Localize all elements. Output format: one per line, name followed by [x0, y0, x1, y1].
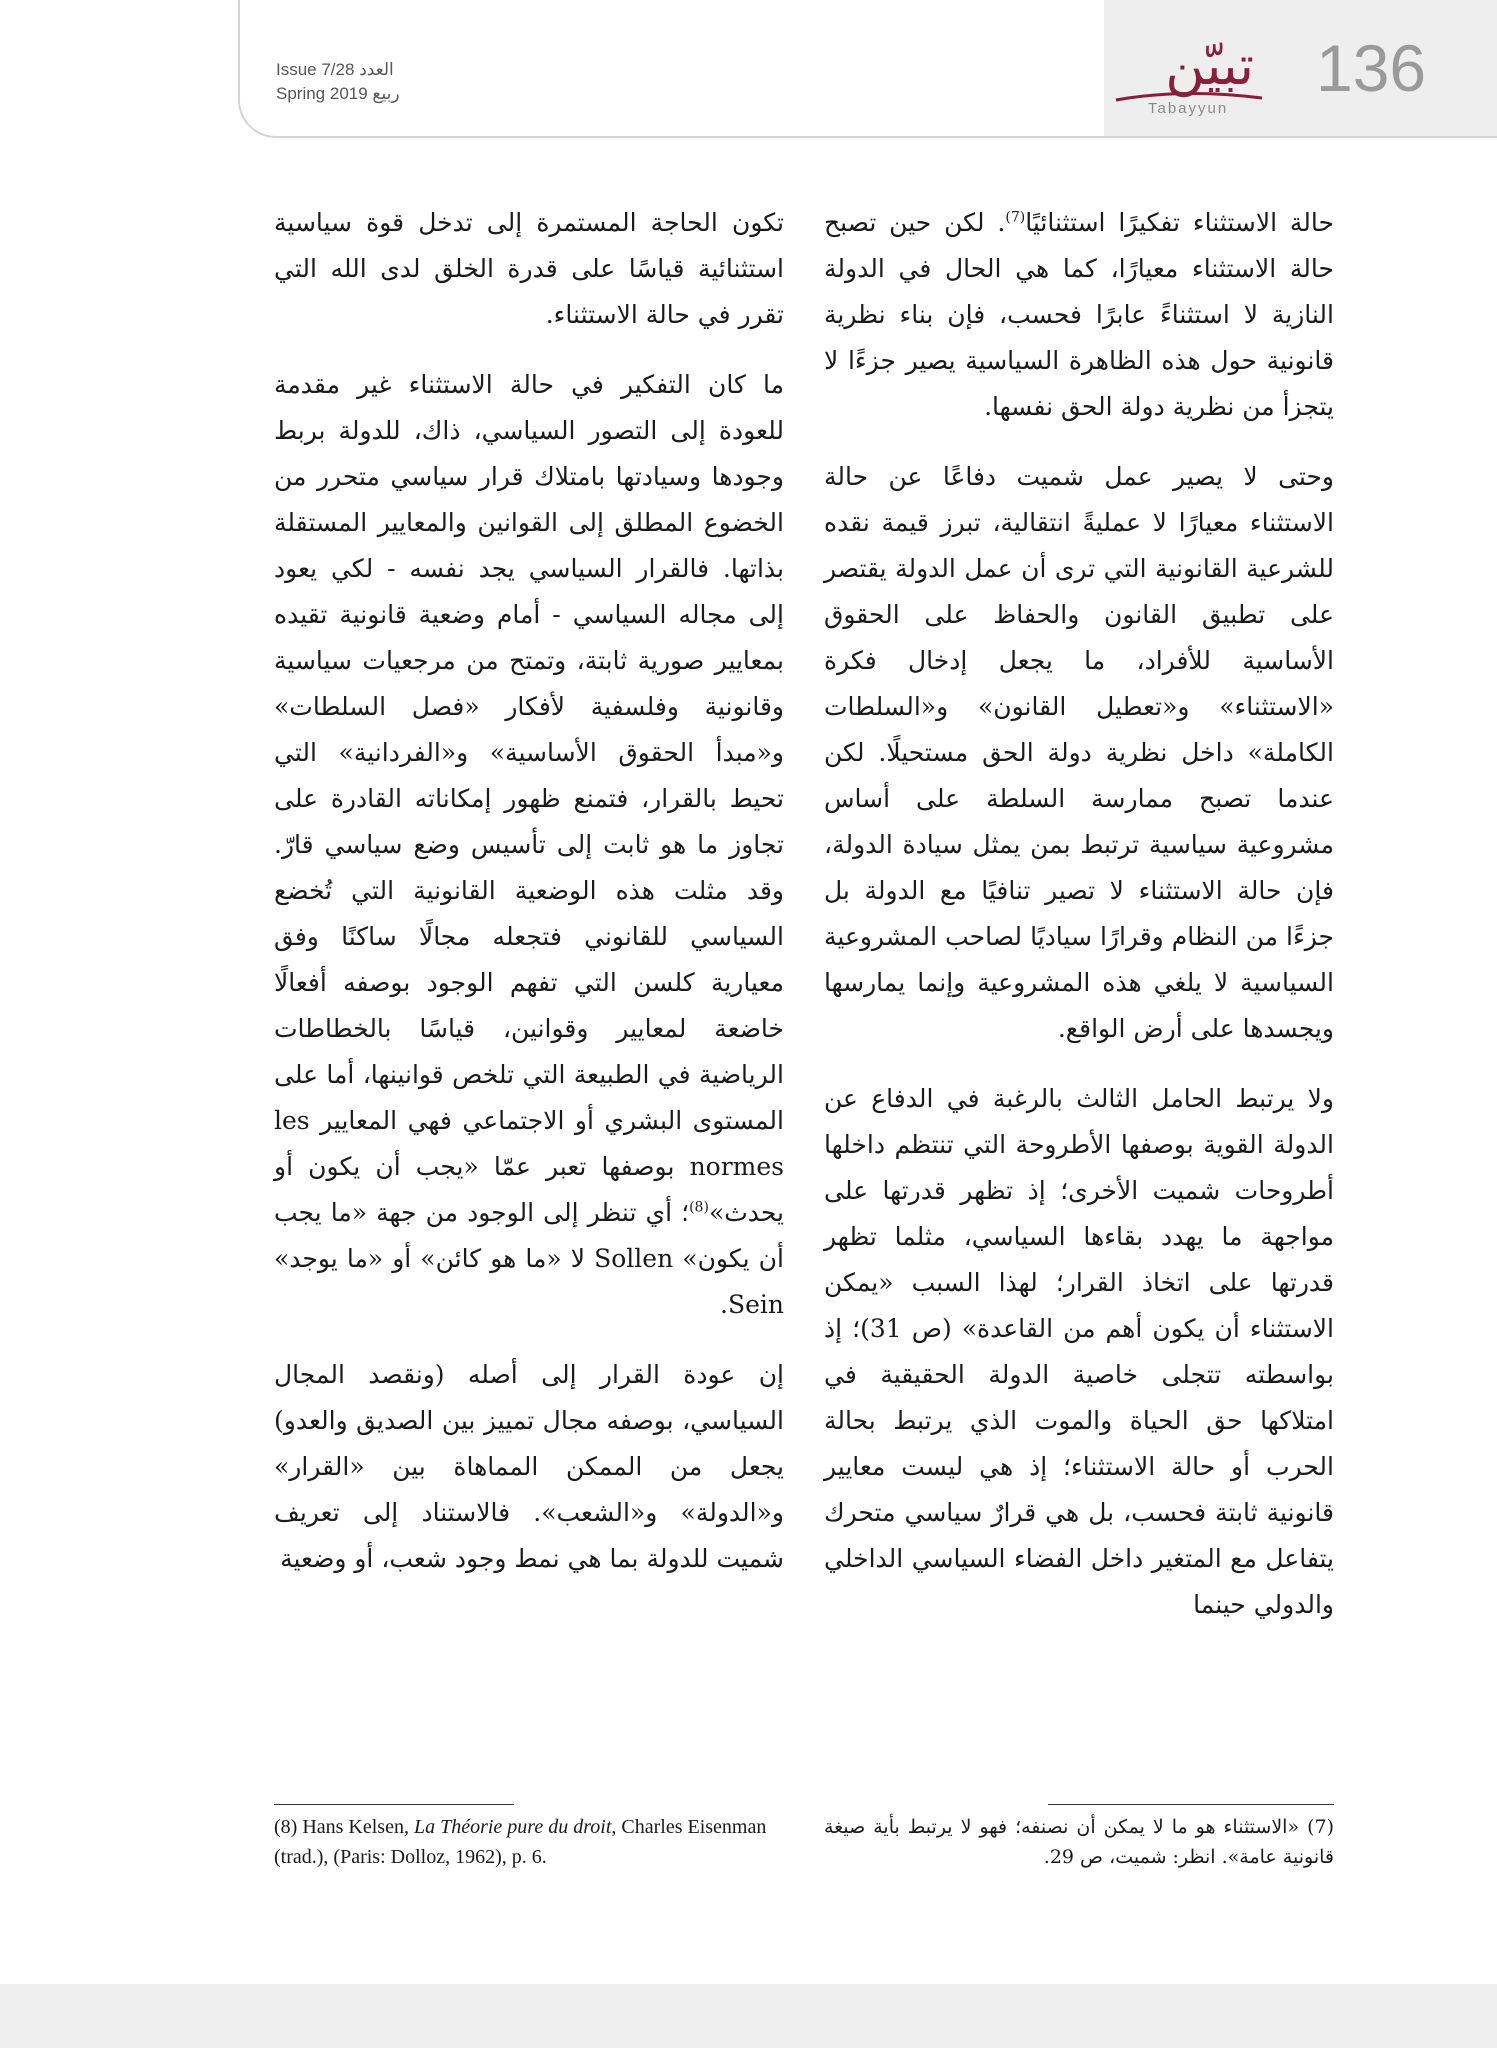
issue-number: Issue 7/28 — [276, 60, 355, 79]
page-header — [238, 0, 1497, 138]
footnote-divider — [274, 1804, 514, 1805]
paragraph: ولا يرتبط الحامل الثالث بالرغبة في الدفاع عن الدولة القوية بوصفها الأطروحة التي تنتظم داخلها أطروحات شميت الأخرى؛ إذ تظهر قدرتها على مواجهة ما يهدد بقاءها السياسي، مثلما تظهر قدرتها على اتخاذ القرار؛ لهذا السبب «يمكن الاستثناء أن يكون أهم من القاعدة» (ص 31)؛ إذ بواسطته تتجلى خاصية الدولة الحقيقية في امتلاكها حق الحياة والموت الذي يرتبط بحالة الحرب أو حالة الاستثناء؛ إذ هي ليست معايير قانونية ثابتة فحسب، بل هي قرارٌ سياسي متحرك يتفاعل مع المتغير داخل الفضاء السياسي الداخلي والدولي حينما — [824, 1084, 1334, 1619]
paragraph: وحتى لا يصير عمل شميت دفاعًا عن حالة الاستثناء معيارًا لا عمليةً انتقالية، تبرز قيمة نقده للشرعية القانونية التي ترى أن عمل الدولة يقتصر على تطبيق القانون والحفاظ على الحقوق الأساسية للأفراد، ما يجعل إدخال فكرة «الاستثناء» و«تعطيل القانون» و«السلطات الكاملة» داخل نظرية دولة الحق مستحيلًا. لكن عندما تصبح ممارسة السلطة على أساس مشروعية سياسية ترتبط بمن يمثل سيادة الدولة، فإن حالة الاستثناء لا تصير تنافيًا مع الدولة بل جزءًا من النظام وقرارًا سياديًا لصاحب المشروعية السياسية لا يلغي هذه المشروعية وإنما يمارسها ويجسدها على أرض الواقع. — [824, 462, 1334, 1043]
right-column — [824, 200, 1334, 1652]
footnote-ref-8: (8) — [689, 1199, 709, 1216]
issue-season: Spring 2019 — [276, 84, 368, 103]
text-run: حالة الاستثناء تفكيرًا استثنائيًا — [1025, 208, 1334, 237]
text-run: . لكن حين تصبح حالة الاستثناء معيارًا، كما هي الحال في الدولة النازية لا استثناءً عابرًا فحسب، فإن بناء نظرية قانونية حول هذه الظاهرة السياسية يصير جزءًا لا يتجزأ من نظرية دولة الحق نفسها. — [824, 208, 1334, 421]
page-number: 136 — [1316, 31, 1427, 105]
paragraph: تكون الحاجة المستمرة إلى تدخل قوة سياسية استثنائية قياسًا على قدرة الخلق لدى الله التي تقرر في حالة الاستثناء. — [274, 208, 784, 329]
paragraph: إن عودة القرار إلى أصله (ونقصد المجال السياسي، بوصفه مجال تمييز بين الصديق والعدو) يجعل من الممكن المماهاة بين «القرار» و«الدولة» و«الشعب». فالاستناد إلى تعريف شميت للدولة بما هي نمط وجود شعب، أو وضعية — [274, 1360, 784, 1573]
left-column — [274, 200, 784, 1606]
text-run: ما كان التفكير في حالة الاستثناء غير مقدمة للعودة إلى التصور السياسي، ذاك، للدولة بربط وجودها وسيادتها بامتلاك قرار سياسي متحرر من الخضوع المطلق إلى القوانين والمعايير المستقلة بذاتها. فالقرار السياسي يجد نفسه - لكي يعود إلى مجاله السياسي - أمام وضعية قانونية تقيده بمعايير صورية ثابتة، وتمتح من مرجعيات سياسية وقانونية وفلسفية لأفكار «فصل السلطات» و«مبدأ الحقوق الأساسية» و«الفردانية» التي تحيط بالقرار، فتمنع ظهور إمكاناته القادرة على تجاوز ما هو ثابت إلى تأسيس وضع سياسي قارّ. وقد مثلت هذه الوضعية القانونية التي تُخضع السياسي للقانوني فتجعله مجالًا ساكنًا وفق معيارية كلسن التي تفهم الوجود بوصفه أفعالًا خاضعة لمعايير وقوانين، قياسًا بالخطاطات الرياضية في الطبيعة التي تلخص قوانينها، أما على المستوى البشري أو الاجتماعي فهي المعايير les normes بوصفها تعبر عمّا «يجب أن يكون أو يحدث» — [274, 370, 784, 1227]
tabayyun-logo — [1104, 18, 1274, 128]
footnote-8 — [274, 1812, 784, 1872]
paragraph — [274, 362, 784, 1328]
issue-season-ar: ربيع — [372, 84, 400, 103]
paragraph — [824, 200, 1334, 430]
text-run: (8) Hans Kelsen, — [274, 1816, 414, 1838]
issue-info — [276, 58, 400, 106]
text-run: ؛ أي تنظر إلى الوجود من جهة «ما يجب أن يكون» Sollen لا «ما هو كائن» أو «ما يوجد» Sein. — [274, 1198, 784, 1319]
book-title: La Théorie pure du droit — [413, 1816, 612, 1838]
footnote-ref-7: (7) — [1005, 209, 1026, 226]
logo-panel — [1104, 0, 1497, 136]
logo-arabic: تبيّن — [1165, 34, 1254, 97]
bottom-band — [0, 1984, 1497, 2048]
footnote-divider — [1048, 1804, 1334, 1805]
text-run: , Charles Eisenman (trad.), (Paris: Dolloz, 1962), p. 6. — [274, 1816, 767, 1868]
issue-label-ar: العدد — [359, 60, 394, 79]
logo-latin: Tabayyun — [1148, 100, 1229, 117]
footnote-7: (7) «الاستثناء هو ما لا يمكن أن نصنفه؛ فهو لا يرتبط بأية صيغة قانونية عامة». انظر: شميت، ص 29. — [824, 1816, 1334, 1868]
